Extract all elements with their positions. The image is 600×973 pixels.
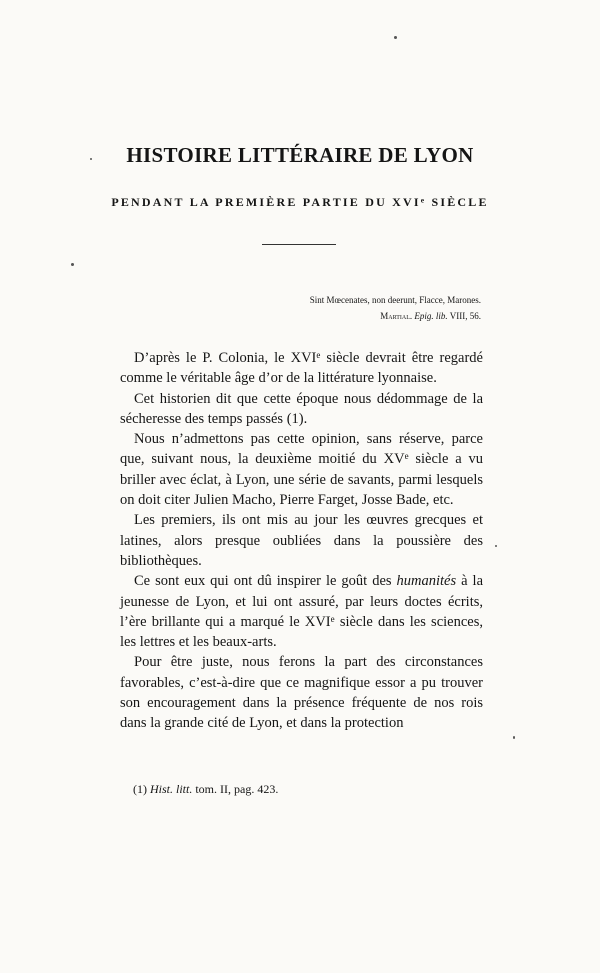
paragraph-text: siècle dans les sciences, les lettres et les beaux-arts. [120,613,483,651]
subtitle-text: PENDANT LA PREMIÈRE PARTIE DU XVI [111,195,421,209]
footnote-source: Hist. litt. [150,782,193,796]
paragraph: Pour être juste, nous ferons la part des circonstances favorables, c’est-à-dire que ce magnifique essor a pu trouver son encouragement dans la présence fréquente de nos rois dans la grande cité de Lyon, et dans la protection [120,654,483,732]
footnote-ref: tom. II, pag. 423. [195,782,279,796]
epigraph-citation [310,308,481,324]
paragraph-text: siècle devrait être regardé comme le véritable âge d’or de la littérature lyonnaise. [120,350,483,387]
paragraph-text: Nous n’admettons pas cette opinion, sans réserve, parce que, suivant nous, la deuxième moitié du XV [120,431,483,468]
epigraph-author: Martial. [380,311,413,321]
paragraph-text: à la jeunesse de Lyon, et lui ont assuré, par leurs doctes écrits, l’ère brillante qui a marqué le XVI [120,573,483,630]
scan-speck [394,36,397,39]
paragraph [120,348,483,389]
page-title: HISTOIRE LITTÉRAIRE DE LYON [126,143,474,167]
epigraph-quote: Sint Mœcenates, non deerunt, Flacce, Marones. [309,295,481,305]
footnote [133,782,278,797]
scan-speck [513,736,515,739]
epigraph-source: Epig. lib. [414,311,448,321]
scan-speck [71,263,74,266]
epigraph-ref: VIII, 56. [449,311,481,321]
paragraph: Les premiers, ils ont mis au jour les œuvres grecques et latines, alors presque oubliées dans la poussière des bibliothèques. [120,512,483,569]
footnote-marker: (1) [133,782,147,796]
title-divider [262,244,336,245]
paragraph-text: siècle a vu briller avec éclat, à Lyon, une série de savants, parmi lesquels on doit citer Julien Macho, Pierre Farget, Josse Bade, etc. [120,451,483,509]
paragraph: Cet historien dit que cette époque nous dédommage de la sécheresse des temps passés (1). [120,390,483,427]
page-subtitle [0,195,600,210]
emphasis: humanités [396,573,457,590]
scan-speck [90,158,92,160]
main-text [120,348,483,734]
superscript: e [316,349,321,360]
paragraph [120,429,483,510]
subtitle-text-end: SIÈCLE [426,195,489,209]
superscript: e [330,613,335,624]
scan-speck [495,545,497,547]
superscript: e [404,451,409,462]
paragraph [120,571,483,652]
paragraph-text: D’après le P. Colonia, le XVI [134,350,317,366]
subtitle-superscript: e [420,195,427,205]
paragraph-text: Ce sont eux qui ont dû inspirer le goût des [134,573,397,590]
epigraph [310,292,481,324]
